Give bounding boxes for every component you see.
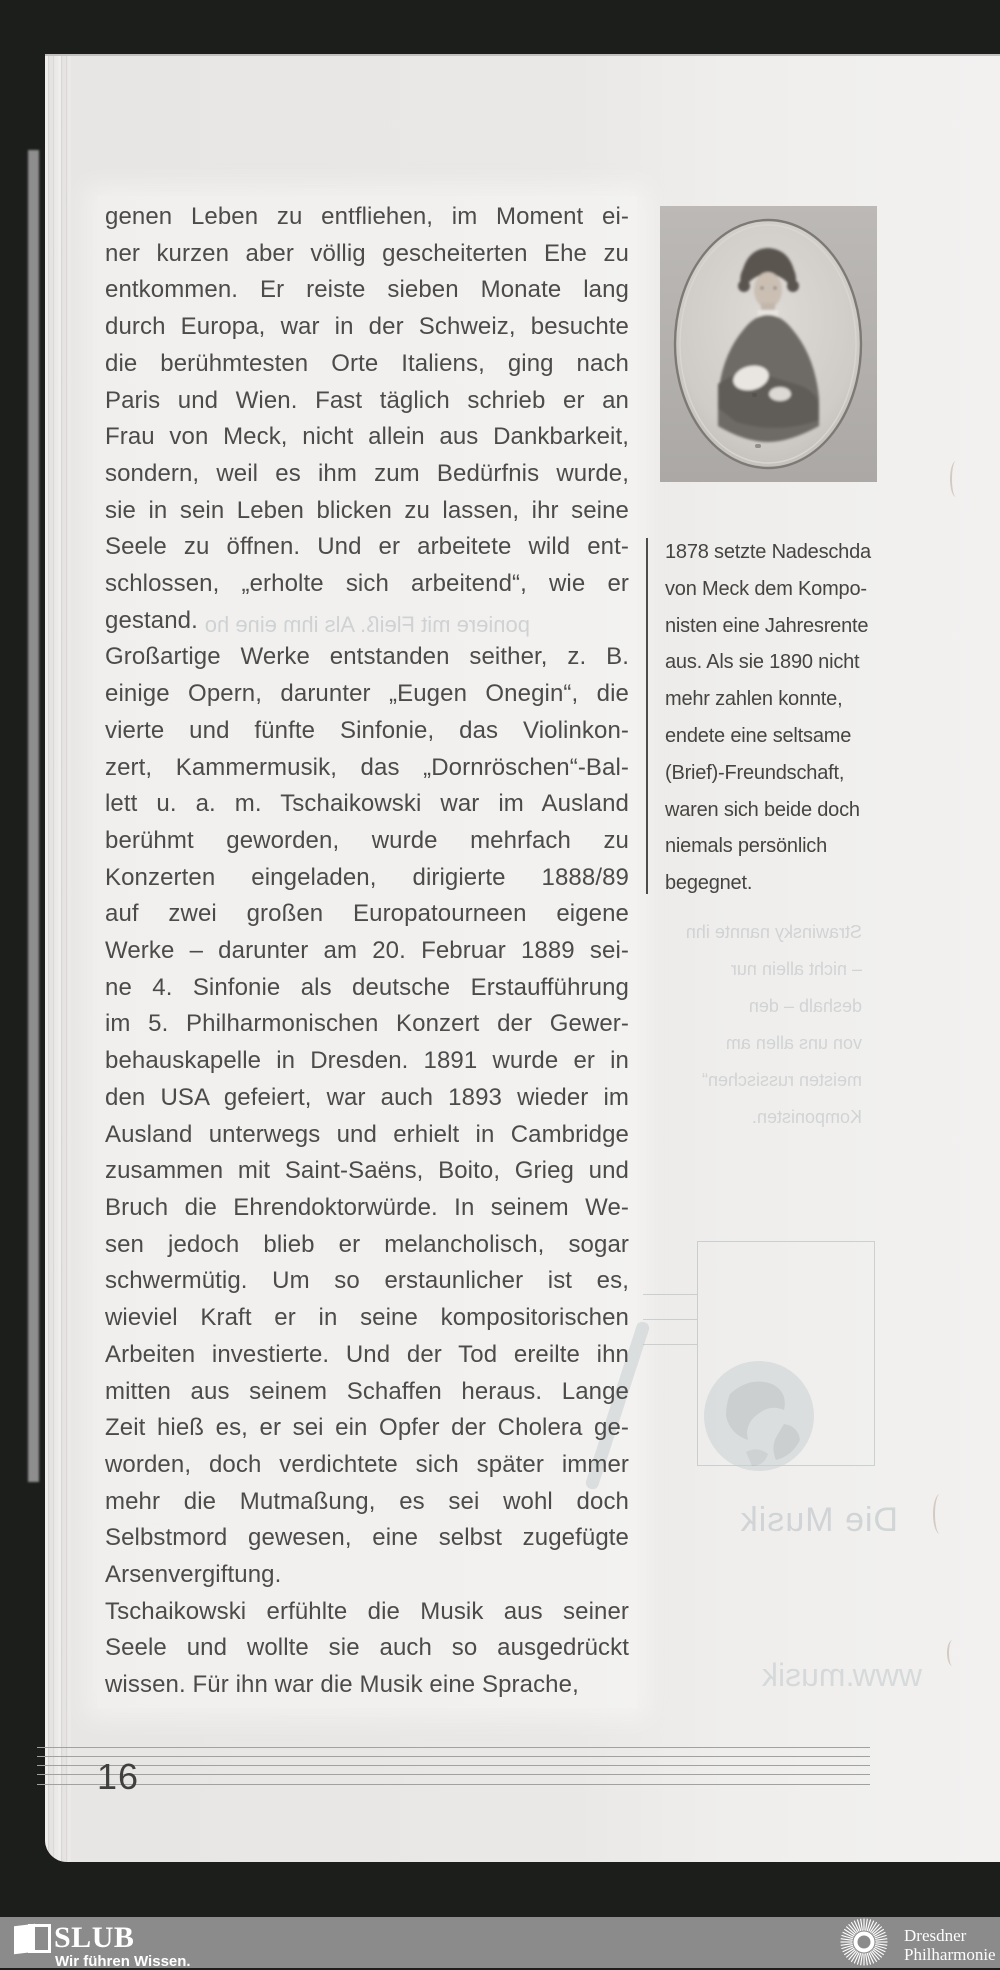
margin-mark (950, 461, 962, 497)
bleedthrough-caption-line: meisten russischen“ (701, 1070, 862, 1090)
scan-speck (755, 444, 761, 448)
scan-speck (752, 393, 757, 397)
photo-caption (665, 534, 883, 902)
portrait-photo (660, 206, 877, 482)
text-line: Seele zu öffnen. Und er arbeitete wild ent- (105, 533, 629, 561)
text-line: Selbstmord gewesen, eine selbst zugefügte (105, 1524, 629, 1552)
staff-line (37, 1784, 870, 1785)
book-page (45, 54, 1000, 1862)
text-line: Tschaikowski erfühlte die Musik aus seiner (105, 1597, 629, 1625)
caption-divider (646, 538, 648, 894)
bleedthrough-text: poniere mit Fleiß. Als ihm eine ho (204, 612, 530, 637)
text-line: Arsenvergiftung. (105, 1561, 282, 1589)
face-shape (754, 272, 782, 308)
margin-mark (947, 1640, 958, 1666)
text-line: Großartige Werke entstanden seither, z. B. (105, 643, 629, 671)
text-line: sen jedoch blieb er melancholisch, sogar (105, 1230, 629, 1258)
text-line: mehr die Mutmaßung, es sei wohl doch (105, 1487, 629, 1515)
text-line: schlossen, „erholte sich arbeitend“, wie er (105, 570, 629, 598)
text-line: gestand. (105, 606, 198, 634)
bleedthrough-caption-line: deshalb – den (748, 996, 862, 1016)
staff-line (37, 1765, 870, 1766)
margin-mark (933, 1494, 947, 1534)
slub-book-icon (14, 1924, 48, 1956)
sunburst-icon (840, 1918, 888, 1966)
staff-line (37, 1747, 870, 1748)
paragraph (105, 199, 629, 639)
text-line: Bruch die Ehrendoktorwürde. In seinem We- (105, 1193, 629, 1221)
text-line: behauskapelle in Dresden. 1891 wurde er in (105, 1047, 629, 1075)
philharmonie-line2: Philharmonie (904, 1945, 996, 1964)
caption-line: 1878 setzte Nadeschda (665, 541, 871, 563)
caption-line: begegnet. (665, 872, 753, 895)
text-line: Ausland unterwegs und erhielt in Cambridge (105, 1120, 629, 1148)
slub-tagline: Wir führen Wissen. (55, 1953, 191, 1970)
bleedthrough-caption-line: Strawinsky nannte ihn (685, 922, 862, 942)
caption-line: waren sich beide doch (665, 798, 860, 821)
caption-line: von Meck dem Kompo- (665, 577, 867, 600)
philharmonie-line1: Dresdner (904, 1926, 967, 1945)
text-line: ne 4. Sinfonie als deutsche Erstaufführung (105, 973, 629, 1001)
text-line: lett u. a. m. Tschaikowski war im Ausland (105, 790, 629, 818)
page-shadow-strip (28, 150, 39, 1482)
bleedthrough-caption (657, 914, 862, 1136)
text-line: den USA gefeiert, war auch 1893 wieder im (105, 1083, 629, 1111)
text-line: durch Europa, war in der Schweiz, besuchte (105, 313, 629, 341)
text-line: Paris und Wien. Fast täglich schrieb er an (105, 386, 629, 414)
staff-line (37, 1756, 870, 1757)
text-line: berühmt geworden, wurde mehrfach zu (105, 826, 629, 854)
article-text (105, 199, 629, 1704)
text-line: zusammen mit Saint-Saëns, Boito, Grieg und (105, 1157, 629, 1185)
bleedthrough-headline: Die Musik (739, 1501, 898, 1539)
staff-line (37, 1774, 870, 1775)
caption-line: nisten eine Jahresrente (665, 614, 869, 637)
text-line: Konzerten eingeladen, dirigierte 1888/89 (105, 863, 629, 891)
text-line: auf zwei großen Europatourneen eigene (105, 900, 629, 928)
slub-wordmark: SLUB (54, 1921, 135, 1954)
text-line: zert, Kammermusik, das „Dornröschen“-Bal- (105, 753, 629, 781)
bleedthrough-rule (643, 1294, 697, 1295)
paragraph (105, 639, 629, 1593)
text-line: die berühmtesten Orte Italiens, ging nach (105, 349, 629, 377)
text-line: sie in sein Leben blicken zu lassen, ihr seine (105, 496, 629, 524)
bleedthrough-rule (643, 1319, 697, 1320)
bleedthrough-caption-line: – nicht allein nur (730, 959, 862, 979)
text-line: Zeit hieß es, er sei ein Opfer der Cholera ge- (105, 1414, 629, 1442)
caption-line: endete eine seltsame (665, 724, 852, 747)
page-number: 16 (97, 1756, 140, 1797)
caption-line: niemals persönlich (665, 835, 828, 858)
text-line: wissen. Für ihn war die Musik eine Sprache, (105, 1671, 579, 1699)
caption-line: (Brief)-Freundschaft, (665, 761, 845, 784)
text-line: ner kurzen aber völlig gescheiterten Ehe zu (105, 239, 629, 267)
text-line: Arbeiten investierte. Und der Tod ereilte ihn (105, 1340, 629, 1368)
text-line: wieviel Kraft er in seine kompositorischen (105, 1304, 629, 1332)
globe-watermark (700, 1354, 816, 1480)
text-line: einige Opern, darunter „Eugen Onegin“, die (105, 680, 629, 708)
bleedthrough-url: www.musik (761, 1657, 922, 1693)
text-line: entkommen. Er reiste sieben Monate lang (105, 276, 629, 304)
text-line: vierte und fünfte Sinfonie, das Violinkon- (105, 716, 629, 744)
caption-line: aus. Als sie 1890 nicht (665, 651, 860, 674)
paragraph (105, 1594, 629, 1704)
caption-line: mehr zahlen konnte, (665, 688, 843, 711)
text-line: worden, doch verdichtete sich später immer (105, 1450, 629, 1478)
text-line: mitten aus seinem Schaffen heraus. Lange (105, 1377, 629, 1405)
text-line: Werke – darunter am 20. Februar 1889 sei- (105, 937, 629, 965)
text-line: Seele und wollte sie auch so ausgedrückt (105, 1634, 629, 1662)
bleedthrough-caption-line: Komponisten. (751, 1107, 862, 1127)
bleedthrough-caption-line: von uns allen am (725, 1033, 862, 1053)
philharmonie-wordmark (904, 1926, 996, 1964)
text-line: genen Leben zu entfliehen, im Moment ei- (105, 203, 629, 230)
text-line: schwermütig. Um so erstaunlicher ist es, (105, 1267, 629, 1295)
text-line: im 5. Philharmonischen Konzert der Gewer- (105, 1010, 629, 1038)
text-line: Frau von Meck, nicht allein aus Dankbarkeit, (105, 423, 629, 451)
footer-bar (0, 1917, 1000, 1968)
bleedthrough-rule (643, 1344, 697, 1345)
text-line: sondern, weil es ihm zum Bedürfnis wurde, (105, 459, 629, 487)
